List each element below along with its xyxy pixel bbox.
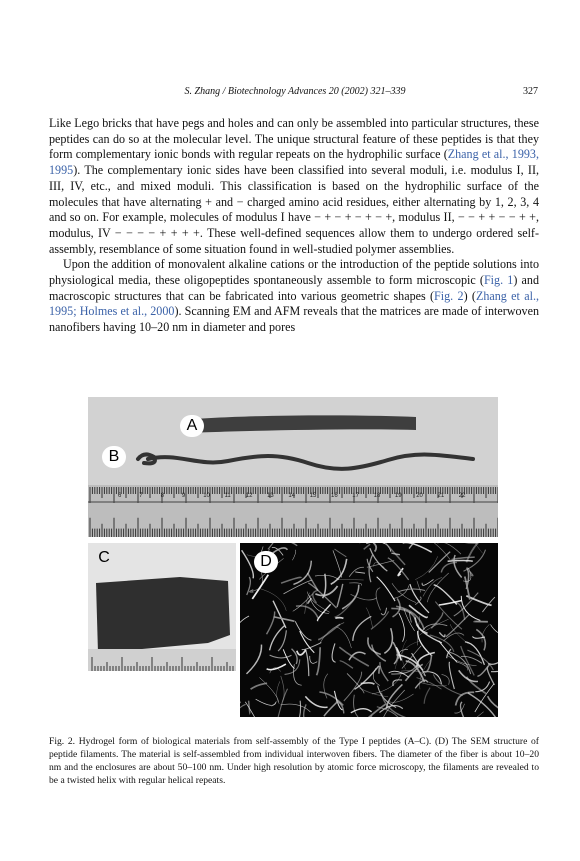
p2-text-1: Upon the addition of monovalent alkaline cations or the introduction of the peptide solutions into physiological media, these oligopeptides spontaneously assemble to form microscopic (	[49, 257, 539, 288]
ruler-number: 6	[118, 493, 122, 499]
ruler-number: 14	[288, 493, 296, 499]
hydrogel-string-b	[138, 454, 473, 468]
body-text	[49, 116, 539, 336]
ruler-number: 9	[181, 493, 186, 499]
ruler-number: 11	[224, 493, 231, 499]
panel-ab	[88, 397, 498, 537]
ruler-number: 19	[394, 493, 402, 499]
figure-2	[88, 397, 498, 717]
ruler-number: 22	[458, 493, 466, 499]
panel-label-a: A	[180, 415, 204, 437]
ruler-number: 12	[245, 493, 253, 499]
figure-caption: Fig. 2. Hydrogel form of biological materials from self-assembly of the Type I peptides (A–C). (D) The SEM structure of peptide filaments. The material is self-assembled from individual interwoven fibers. The diameter of the fiber is about 10–20 nm and the enclosures are about 50–100 nm. Under high resolution by atomic force microscopy, the filaments are revealed to be a twisted helix with regular helical repeats.	[49, 736, 539, 786]
ruler-number: 18	[373, 493, 381, 499]
p2-text-3: ) (	[463, 288, 476, 303]
sem-image	[240, 543, 498, 717]
figure-link[interactable]: Fig. 1	[483, 273, 514, 288]
ruler-number: 17	[352, 493, 359, 499]
citation-link[interactable]: Zhang et al., 1993, 1995	[49, 147, 539, 178]
hydrogel-strip-a	[183, 415, 416, 433]
p2-text-2: ) and macroscopic structures that can be fabricated into various geometric shapes (	[49, 273, 539, 303]
running-head: S. Zhang / Biotechnology Advances 20 (2002) 321–339	[184, 86, 406, 97]
ruler-number: 21	[437, 493, 445, 499]
panel-d-sem	[240, 543, 498, 717]
p2-text-4: ). Scanning EM and AFM reveals that the matrices are made of interwoven nanofibers having 10–20 nm in diameter and pores	[49, 304, 539, 335]
ruler-number: 8	[160, 493, 164, 499]
p1-text-2: ). The complementary ionic sides have been classified into several moduli, i.e. modulus I, II, III, IV, etc., and mixed moduli. This classification is based on the hydrophilic surface of the molecules that have alternating + and − charged amino acid residues, either alternating by 1, 2, 3, 4 and so on. For example, molecules of modulus I have − + − + − + − +, modulus II, − − + + − − + +, modulus, IV − − − − + + + +. These well-defined sequences allow them to undergo ordered self-assembly, resemblance of some situation found in well-studied polymer assemblies.	[49, 163, 539, 256]
panel-ab-photo	[88, 397, 498, 537]
panel-label-c: C	[98, 549, 110, 566]
running-header	[49, 86, 541, 100]
hydrogel-sheet-c	[96, 577, 230, 653]
ruler-number: 20	[416, 493, 423, 499]
page-number: 327	[523, 86, 538, 97]
ruler-number: 10	[203, 493, 210, 499]
figure-link[interactable]: Fig. 2	[434, 288, 464, 303]
panel-c	[88, 543, 236, 671]
p1-text-1: Like Lego bricks that have pegs and holes and can only be assembled into particular structures, these peptides can do so at the molecular level. The unique structural feature of these peptides is that they form complementary ionic bonds with regular repeats on the hydrophilic surface (	[49, 116, 539, 162]
ruler-number: 7	[139, 493, 143, 499]
paragraph-1	[49, 116, 539, 257]
paragraph-2	[49, 257, 539, 336]
citation-link[interactable]: Zhang et al., 1995; Holmes et al., 2000	[49, 288, 539, 319]
ruler-number: 16	[331, 493, 338, 499]
panel-label-d: D	[254, 551, 278, 573]
ruler-number: 13	[267, 493, 274, 499]
ruler-number: 15	[309, 493, 317, 499]
panel-label-b: B	[102, 446, 126, 468]
